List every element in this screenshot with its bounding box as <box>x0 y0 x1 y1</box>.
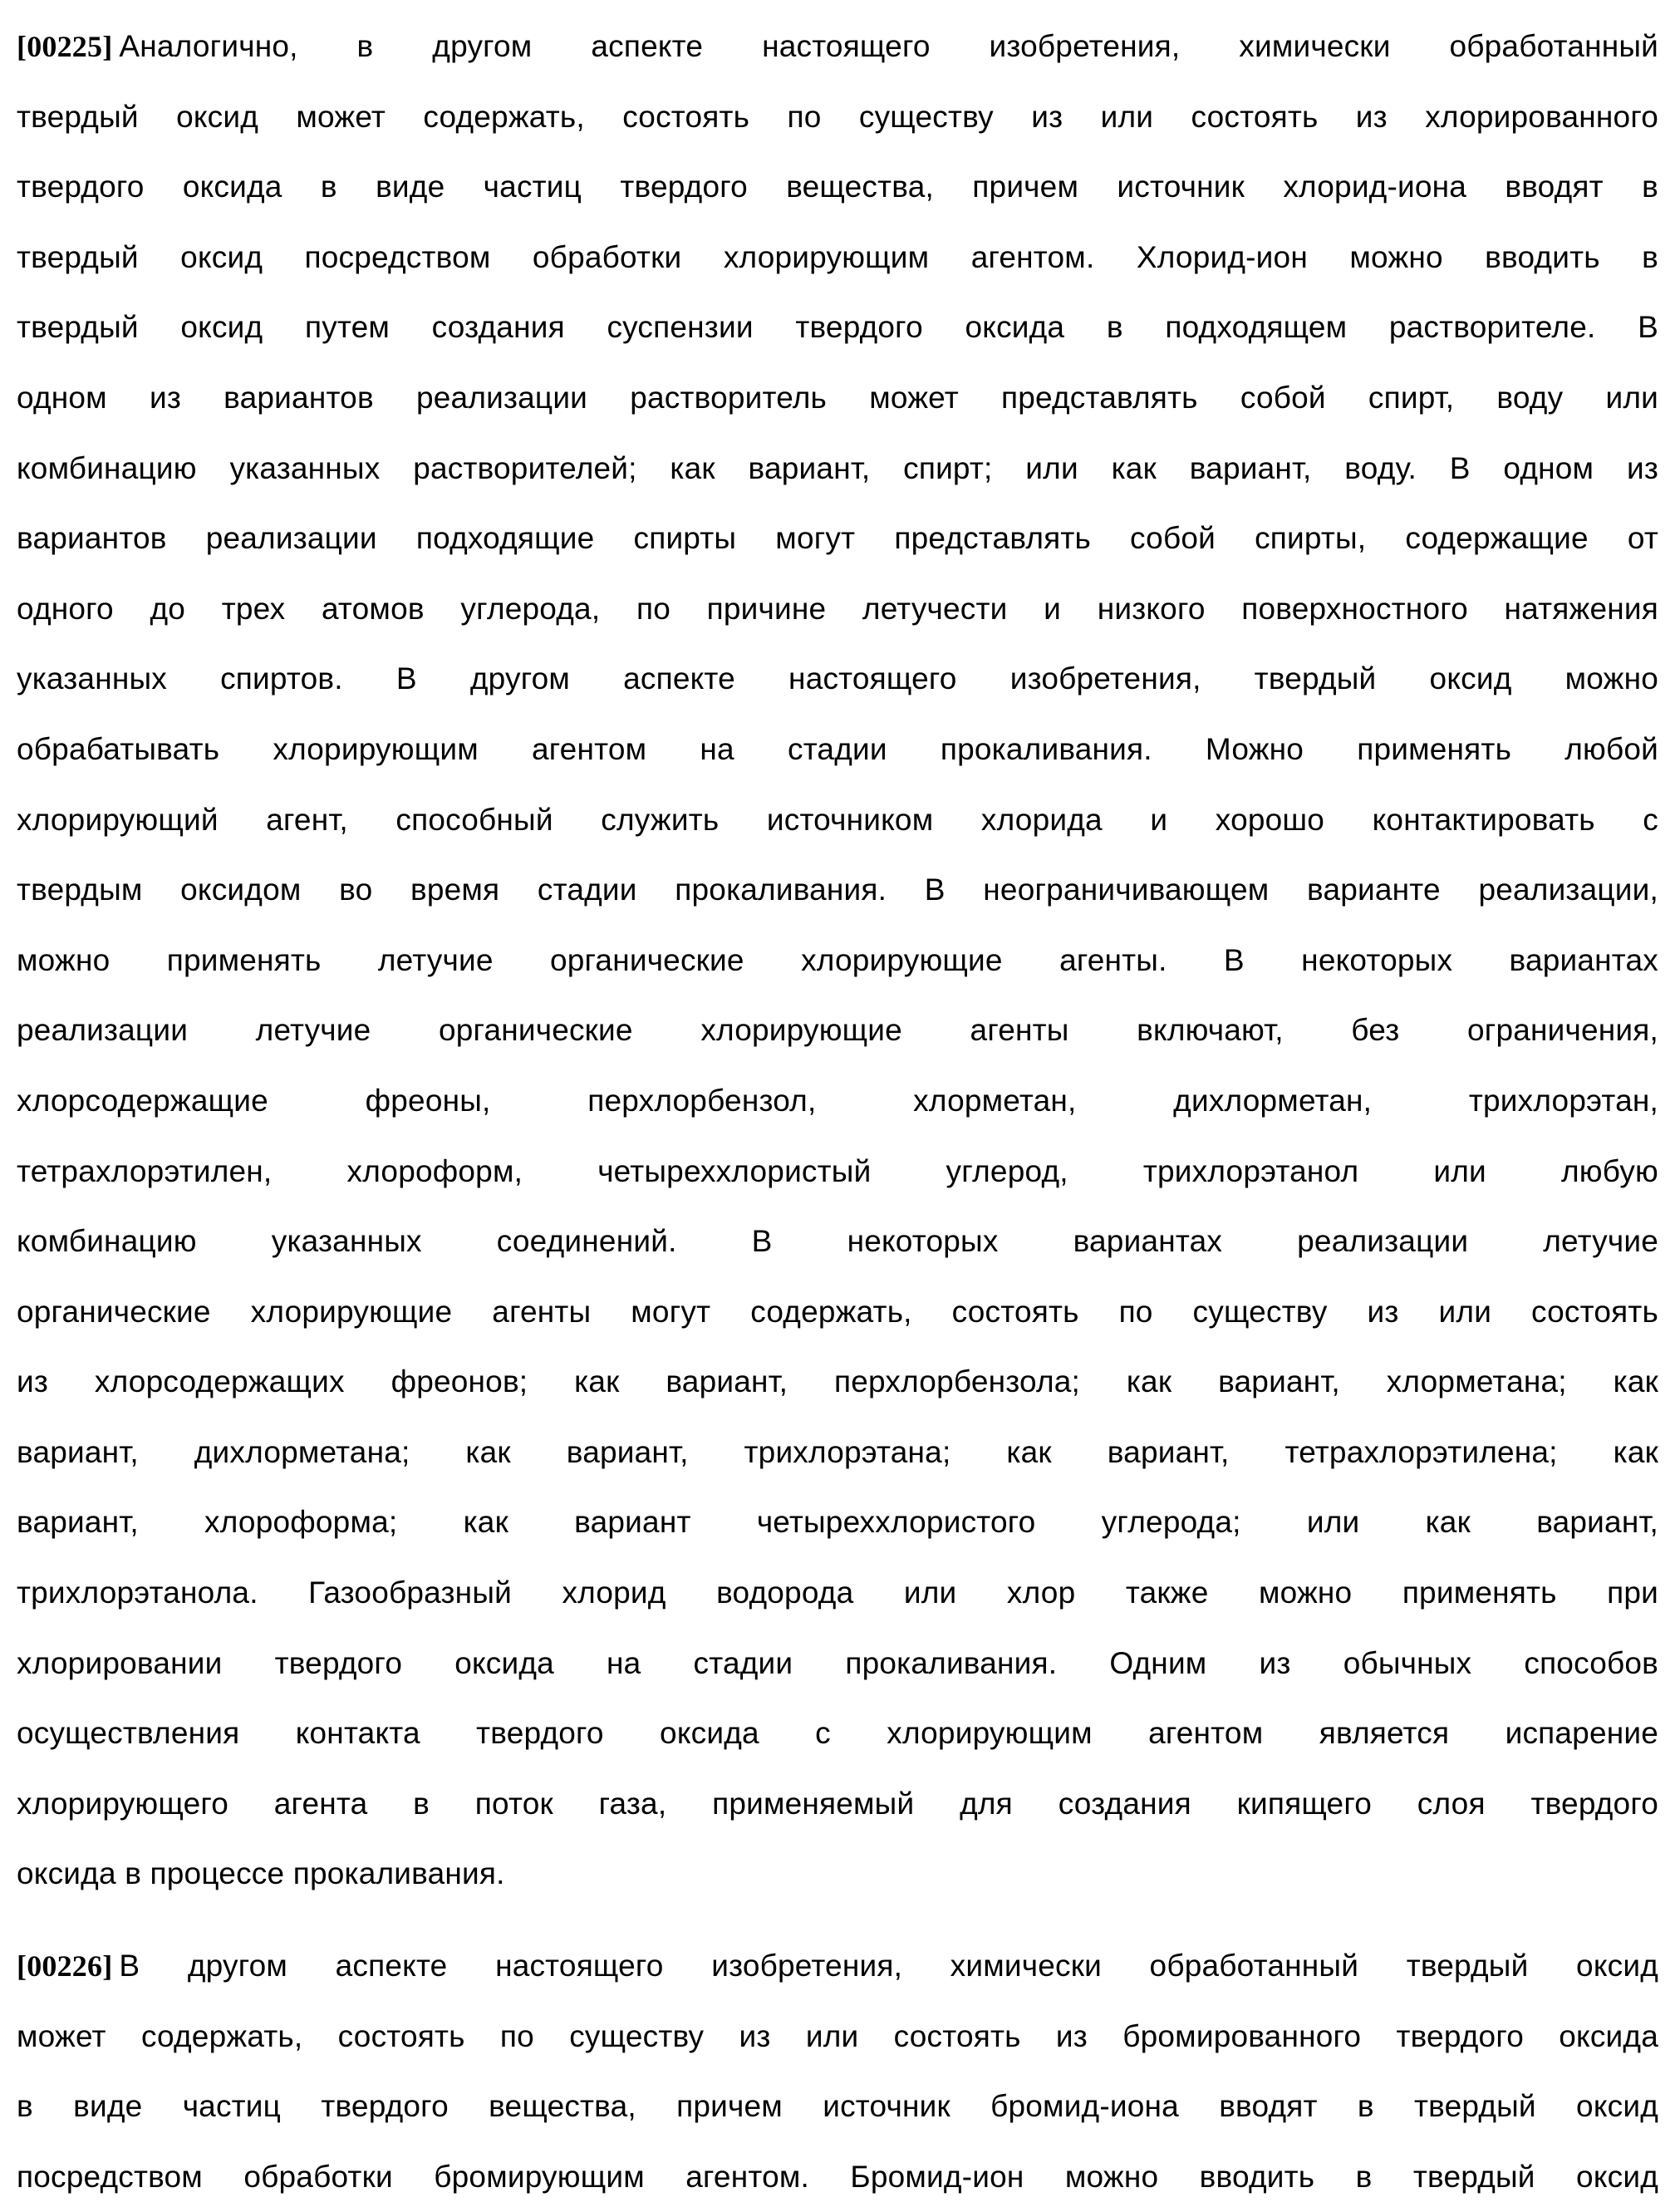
text-line <box>17 1629 1658 1699</box>
line-text: хлорирующего агента в поток газа, применяемый для создания кипящего слоя твердого <box>17 1787 1658 1821</box>
document-page <box>17 12 1658 2212</box>
text-line <box>17 1487 1658 1558</box>
line-text: хлорирующий агент, способный служить источником хлорида и хорошо контактировать с <box>17 803 1658 837</box>
text-line <box>17 82 1658 153</box>
line-text: Аналогично, в другом аспекте настоящего изобретения, химически обработанный <box>119 29 1658 63</box>
line-text: в виде частиц твердого вещества, причем источник бромид-иона вводят в твердый оксид <box>17 2089 1658 2123</box>
line-text: твердый оксид путем создания суспензии твердого оксида в подходящем растворителе. В <box>17 310 1658 344</box>
line-text: тетрахлорэтилен, хлороформ, четыреххлористый углерод, трихлорэтанол или любую <box>17 1154 1658 1188</box>
line-text: твердым оксидом во время стадии прокаливания. В неограничивающем варианте реализации, <box>17 873 1658 907</box>
line-text: твердый оксид может содержать, состоять по существу из или состоять из хлорированного <box>17 100 1658 134</box>
line-text: комбинацию указанных растворителей; как вариант, спирт; или как вариант, воду. В одном из <box>17 451 1658 485</box>
line-text: вариантов реализации подходящие спирты могут представлять собой спирты, содержащие от <box>17 521 1658 555</box>
text-line <box>17 1207 1658 1277</box>
text-line <box>17 2072 1658 2142</box>
text-line <box>17 1137 1658 1207</box>
line-text: одного до трех атомов углерода, по причине летучести и низкого поверхностного натяжения <box>17 592 1658 626</box>
line-text: хлорировании твердого оксида на стадии прокаливания. Одним из обычных способов <box>17 1646 1658 1680</box>
text-line <box>17 574 1658 645</box>
text-line <box>17 434 1658 504</box>
text-line <box>17 223 1658 293</box>
paragraph-number: [00225] <box>17 30 112 63</box>
line-text: органические хлорирующие агенты могут содержать, состоять по существу из или состоять <box>17 1295 1658 1329</box>
line-text: твердый оксид посредством обработки хлорирующим агентом. Хлорид-ион можно вводить в <box>17 240 1658 274</box>
text-line <box>17 1931 1658 2002</box>
paragraph-number: [00226] <box>17 1949 112 1983</box>
text-line <box>17 1769 1658 1840</box>
text-line <box>17 785 1658 856</box>
text-line <box>17 644 1658 715</box>
text-line <box>17 1418 1658 1488</box>
paragraph-00225 <box>17 12 1658 1910</box>
text-line <box>17 12 1658 82</box>
text-line <box>17 1347 1658 1418</box>
line-text: хлорсодержащие фреоны, перхлорбензол, хлорметан, дихлорметан, трихлорэтан, <box>17 1084 1658 1118</box>
text-line <box>17 1558 1658 1629</box>
line-text: обрабатывать хлорирующим агентом на стадии прокаливания. Можно применять любой <box>17 732 1658 766</box>
line-text: твердого оксида в виде частиц твердого вещества, причем источник хлорид-иона вводят в <box>17 170 1658 204</box>
text-line <box>17 152 1658 223</box>
line-text: В другом аспекте настоящего изобретения, химически обработанный твердый оксид <box>119 1949 1658 1983</box>
text-line <box>17 1698 1658 1769</box>
line-text: из хлорсодержащих фреонов; как вариант, перхлорбензола; как вариант, хлорметана; как <box>17 1364 1658 1398</box>
text-line <box>17 995 1658 1066</box>
text-line <box>17 363 1658 434</box>
text-line <box>17 1277 1658 1348</box>
text-line <box>17 2142 1658 2212</box>
line-text: можно применять летучие органические хлорирующие агенты. В некоторых вариантах <box>17 943 1658 977</box>
line-text: трихлорэтанола. Газообразный хлорид водорода или хлор также можно применять при <box>17 1575 1658 1610</box>
text-line <box>17 855 1658 926</box>
line-text: вариант, дихлорметана; как вариант, трихлорэтана; как вариант, тетрахлорэтилена; как <box>17 1435 1658 1469</box>
line-text: оксида в процессе прокаливания. <box>17 1856 505 1890</box>
line-text: вариант, хлороформа; как вариант четыреххлористого углерода; или как вариант, <box>17 1505 1658 1539</box>
text-line <box>17 2002 1658 2072</box>
line-text: реализации летучие органические хлорирующие агенты включают, без ограничения, <box>17 1013 1658 1047</box>
line-text: посредством обработки бромирующим агентом. Бромид-ион можно вводить в твердый оксид <box>17 2160 1658 2194</box>
line-text: указанных спиртов. В другом аспекте настоящего изобретения, твердый оксид можно <box>17 661 1658 696</box>
text-line <box>17 292 1658 363</box>
line-text: осуществления контакта твердого оксида с хлорирующим агентом является испарение <box>17 1716 1658 1750</box>
text-line <box>17 1066 1658 1137</box>
text-line <box>17 715 1658 785</box>
line-text: комбинацию указанных соединений. В некоторых вариантах реализации летучие <box>17 1224 1658 1258</box>
line-text: одном из вариантов реализации растворитель может представлять собой спирт, воду или <box>17 381 1658 415</box>
paragraph-00226 <box>17 1931 1658 2212</box>
line-text: может содержать, состоять по существу из или состоять из бромированного твердого оксида <box>17 2019 1658 2053</box>
text-line <box>17 504 1658 574</box>
text-line <box>17 1839 1658 1910</box>
text-line <box>17 926 1658 996</box>
